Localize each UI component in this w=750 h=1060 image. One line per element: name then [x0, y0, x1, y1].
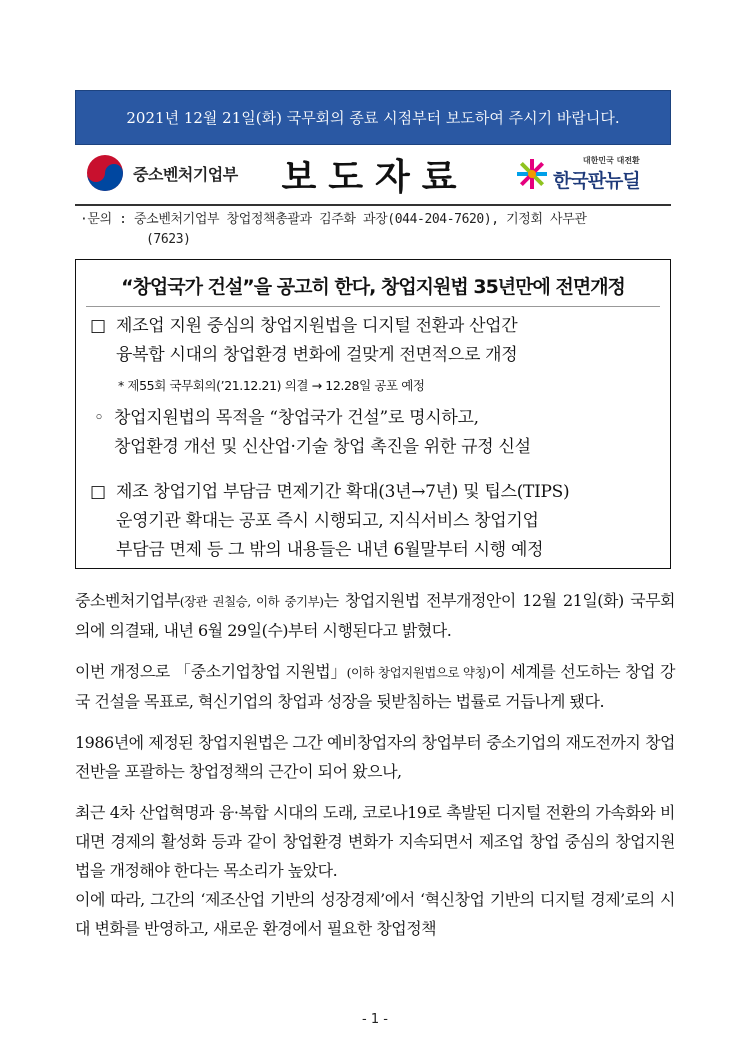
summary-box	[75, 259, 671, 569]
contact-info	[80, 210, 680, 250]
bullet-text: 제조업 지원 중심의 창업지원법을 디지털 전환과 산업간	[116, 316, 518, 336]
taegeuk-logo-icon	[85, 153, 125, 193]
embargo-text: 2021년 12월 21일(화) 국무회의 종료 시점부터 보도하여 주시기 바랍니다.	[126, 109, 620, 127]
summary-bullet-2	[90, 478, 662, 565]
paragraph	[75, 657, 675, 716]
bullet-text: 운영기관 확대는 공포 즉시 시행되고, 지식서비스 창업기업	[116, 511, 539, 531]
bullet-text: 창업환경 개선 및 신산업·기술 창업 촉진을 위한 규정 신설	[114, 437, 531, 457]
bullet-text: 부담금 면제 등 그 밖의 내용들은 내년 6월말부터 시행 예정	[116, 540, 544, 560]
text-run-small: (장관 권칠승, 이하 중기부)	[179, 594, 324, 609]
embargo-banner	[75, 90, 671, 145]
paragraph: 이에 따라, 그간의 ‘제조산업 기반의 성장경제’에서 ‘혁신창업 기반의 디지털 경제’로의 시대 변화를 반영하고, 새로운 환경에서 필요한 창업정책	[75, 890, 675, 938]
newdeal-name: 한국판뉴딜	[553, 170, 640, 192]
bullet-text: 융복합 시대의 창업환경 변화에 걸맞게 전면적으로 개정	[116, 345, 518, 365]
headline-rule	[86, 306, 660, 307]
ministry-name: 중소벤처기업부	[133, 164, 238, 184]
contact-line: ·문의 : 중소벤처기업부 창업정책총괄과 김주화 과장(044-204-7620), 기정회 사무관	[80, 212, 587, 227]
newdeal-logo-icon	[515, 157, 549, 191]
summary-bullet-1	[90, 312, 662, 370]
ministry-brand	[85, 153, 238, 193]
article-body	[75, 586, 675, 955]
newdeal-tagline: 대한민국 대전환	[582, 156, 640, 165]
circle-bullet-icon: ◦	[94, 408, 104, 428]
checkbox-bullet-icon: □	[90, 482, 106, 502]
page-number: - 1 -	[362, 1012, 388, 1027]
newdeal-brand	[515, 155, 640, 193]
headline: “창업국가 건설”을 공고히 한다, 창업지원법 35년만에 전면개정	[121, 276, 625, 298]
paragraph: 1986년에 제정된 창업지원법은 그간 예비창업자의 창업부터 중소기업의 재도전까지 창업 전반을 포괄하는 창업정책의 근간이 되어 왔으나,	[75, 733, 675, 781]
paragraph	[75, 586, 675, 645]
text-run-small: (이하 창업지원법으로 약칭)	[346, 665, 491, 680]
text-run: 이 세계를 선도하는 창업 강국 건설을 목표로, 혁신기업의 창업과 성장을 뒷받침하는 법률로 거듭나게 됐다.	[75, 662, 675, 711]
press-header	[75, 145, 671, 205]
contact-line-continued: (7623)	[146, 232, 191, 247]
summary-sub-bullet	[94, 404, 654, 462]
text-run: 중소벤처기업부	[75, 591, 180, 610]
press-release-title: 보도자료	[281, 156, 469, 198]
text-run: 는 창업지원법 전부개정안이 12월 21일(화) 국무회의에 의결돼, 내년 6월 29일(수)부터 시행된다고 밝혔다.	[75, 591, 675, 640]
bullet-text: 제조 창업기업 부담금 면제기간 확대(3년→7년) 및 팁스(TIPS)	[116, 482, 570, 502]
header-divider	[75, 204, 671, 206]
paragraph: 최근 4차 산업혁명과 융·복합 시대의 도래, 코로나19로 촉발된 디지털 전환의 가속화와 비대면 경제의 활성화 등과 같이 창업환경 변화가 지속되면서 제조업 창업 중심의 창업지원법을 개정해야 한다는 목소리가 높았다.	[75, 803, 675, 880]
text-run: 이번 개정으로 「중소기업창업 지원법」	[75, 662, 347, 681]
checkbox-bullet-icon: □	[90, 316, 106, 336]
bullet-text: 창업지원법의 목적을 “창업국가 건설”로 명시하고,	[114, 408, 479, 428]
schedule-note: * 제55회 국무회의(’21.12.21) 의결 → 12.28일 공포 예정	[118, 378, 425, 393]
